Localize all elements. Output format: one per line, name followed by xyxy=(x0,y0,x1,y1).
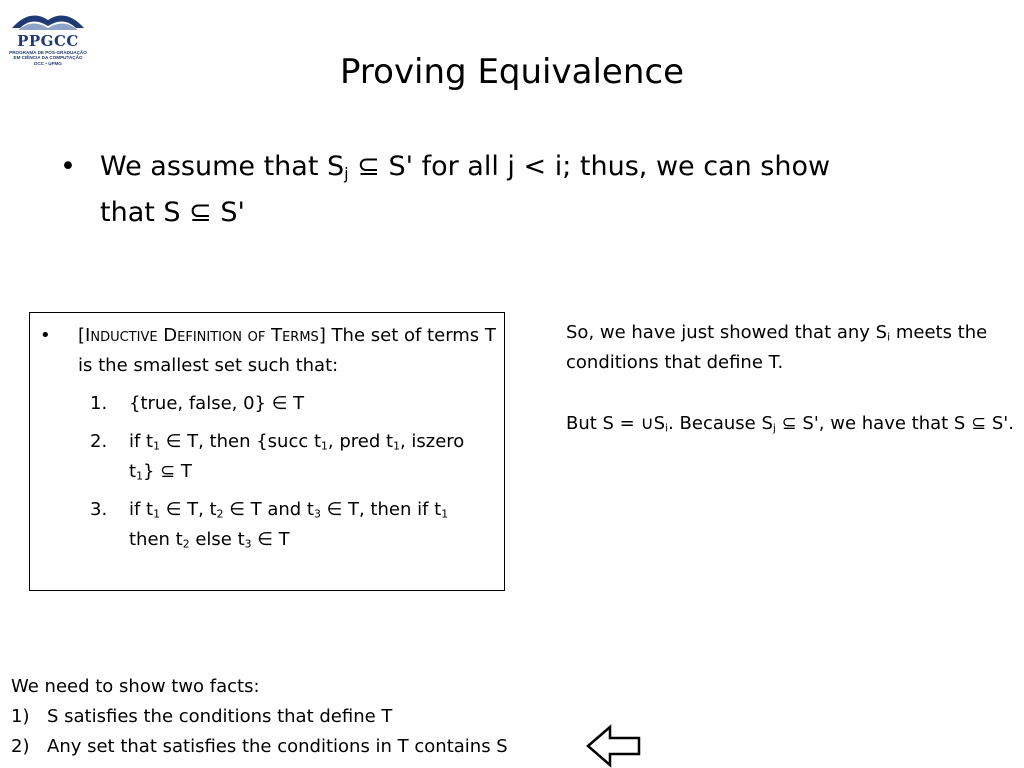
text-run: ∈ T, then if t xyxy=(320,499,442,520)
fact-item xyxy=(11,732,651,762)
subscript: 2 xyxy=(182,537,190,551)
fact-number: 1) xyxy=(11,706,30,727)
fact-item xyxy=(11,702,651,732)
text-run: ∈ T, t xyxy=(160,499,217,520)
subscript: 3 xyxy=(313,507,321,521)
facts-heading: We need to show two facts: xyxy=(11,676,260,697)
explanation-paragraph xyxy=(566,409,1016,439)
text-run: But S = ∪S xyxy=(566,413,666,434)
item-text: {true, false, 0} ∈ T xyxy=(129,393,305,414)
subscript: i xyxy=(887,330,891,344)
main-bullet xyxy=(60,144,940,236)
logo-subtitle-line: PROGRAMA DE PÓS-GRADUAÇÃO xyxy=(9,50,87,55)
subscript: i xyxy=(665,421,669,435)
bullet-marker: • xyxy=(60,151,76,182)
left-arrow-outline-icon xyxy=(586,724,642,768)
text-run: else t xyxy=(189,529,245,550)
text-run: ∈ T and t xyxy=(223,499,314,520)
subscript: 1 xyxy=(441,507,449,521)
text-run: . Because S xyxy=(668,413,773,434)
text-run: [ xyxy=(78,325,86,346)
right-explanation xyxy=(566,318,1016,439)
definition-text xyxy=(78,321,498,381)
text-run: if t xyxy=(129,431,154,452)
subscript: 1 xyxy=(321,439,328,453)
subscript: 1 xyxy=(153,439,160,453)
definition-item xyxy=(90,495,490,555)
paragraph-gap xyxy=(566,378,1016,409)
text-run: meets the conditions that define T. xyxy=(566,322,988,373)
text-run: if t xyxy=(129,499,154,520)
definition-box xyxy=(29,312,505,591)
subscript: 1 xyxy=(393,439,400,453)
text-run: ⊆ S' for all j < i; thus, we can show xyxy=(348,151,831,182)
item-number: 1. xyxy=(90,393,108,414)
subscript: 2 xyxy=(216,507,224,521)
item-text xyxy=(129,427,490,487)
fact-number: 2) xyxy=(11,736,30,757)
text-run: , pred t xyxy=(327,431,394,452)
text-run: then t xyxy=(129,529,183,550)
item-text xyxy=(129,495,490,555)
text-run: So, we have just showed that any S xyxy=(566,322,888,343)
logo-name: PPGCC xyxy=(17,32,79,50)
ppgcc-roof-icon xyxy=(10,6,86,32)
facts-list xyxy=(11,672,651,762)
text-run: We assume that S xyxy=(100,151,345,182)
definition-item xyxy=(90,389,490,419)
main-bullet-text xyxy=(100,144,940,236)
text-run: ⊆ S', we have that S ⊆ S'. xyxy=(775,413,1014,434)
slide-title: Proving Equivalence xyxy=(340,52,684,92)
fact-text: Any set that satisfies the conditions in T contains S xyxy=(47,736,508,757)
subscript: 3 xyxy=(244,537,252,551)
subscript: 1 xyxy=(136,469,143,483)
logo-subtitle-line: EM CIÊNCIA DA COMPUTAÇÃO xyxy=(13,55,83,61)
explanation-paragraph xyxy=(566,318,1016,378)
bullet-marker: • xyxy=(40,325,51,346)
logo-subtitle-line: DCC • UFMG xyxy=(34,60,62,66)
item-number: 2. xyxy=(90,431,108,452)
text-run: , iszero t xyxy=(129,431,465,482)
definition-heading: Inductive Definition of Terms xyxy=(85,325,319,346)
definition-item xyxy=(90,427,490,487)
subscript: 1 xyxy=(153,507,160,521)
text-run: that S ⊆ S' xyxy=(100,197,245,228)
subscript: j xyxy=(344,164,349,184)
subscript: j xyxy=(772,421,776,435)
text-run: ∈ T, then {succ t xyxy=(160,431,322,452)
text-run: ∈ T xyxy=(251,529,290,550)
text-run: ] The set of terms T is the smallest set such that: xyxy=(78,325,496,376)
text-run: } ⊆ T xyxy=(142,461,192,482)
item-number: 3. xyxy=(90,499,108,520)
fact-text: S satisfies the conditions that define T xyxy=(47,706,393,727)
